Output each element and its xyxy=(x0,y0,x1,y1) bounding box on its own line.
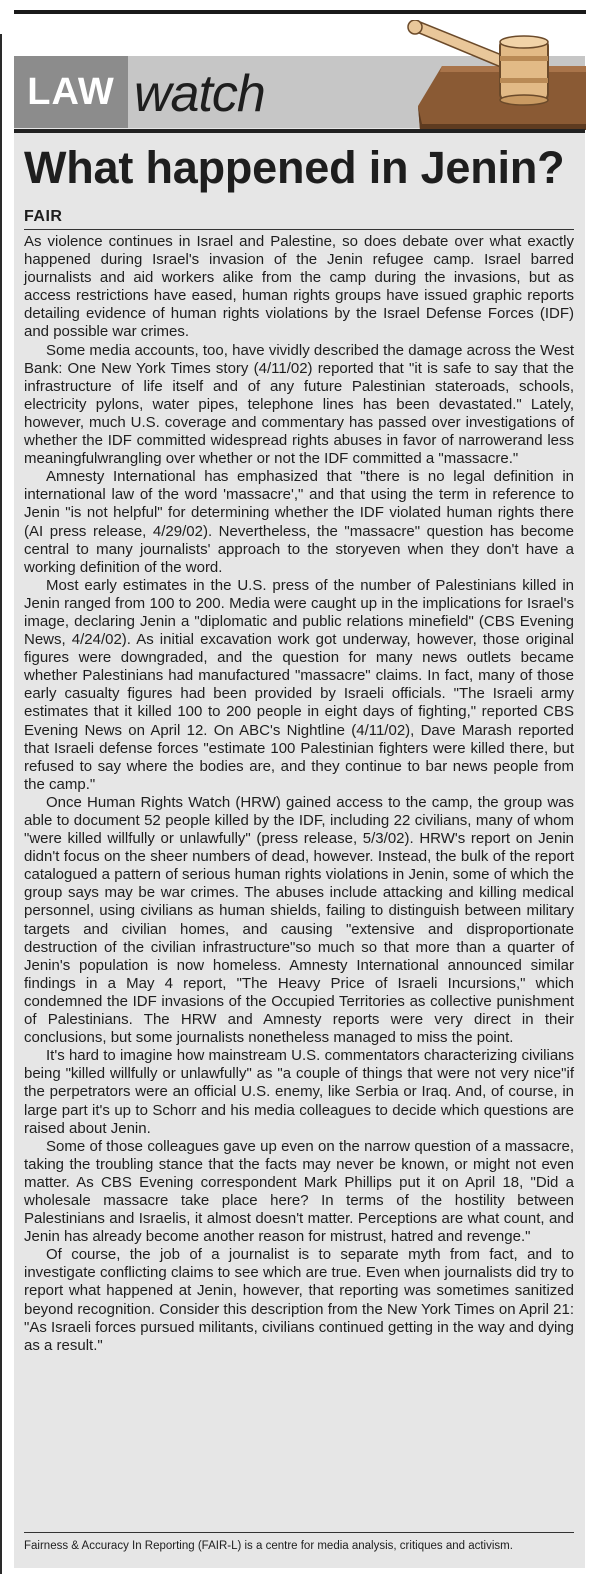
header-rule xyxy=(14,129,585,133)
byline-rule xyxy=(24,229,574,230)
paragraph-5: Once Human Rights Watch (HRW) gained access to the camp, the group was able to document 52 people killed by the IDF, including 22 civilians, many of whom "were killed willfully or unlawfully" (press release, 5/3/02). HRW's report on Jenin didn't focus on the sheer numbers of dead, however. Instead, the bulk of the report catalogued a pattern of serious human rights violations in Jenin, some of which the group says may be war crimes. The abuses include attacking and killing medical personnel, using civilians as human shields, failing to distinguish between military targets and civilian homes, and causing "extensive and disproportionate destruction of the civilian infrastructure"so much so that more than a quarter of Jenin's population is now homeless. Amnesty International announced similar findings in a May 4 report, "The Heavy Price of Israeli Incursions," which condemned the IDF invasions of the Occupied Territories as collective punishment of Palestinians. The HRW and Amnesty reports were very direct in their conclusions, but some journalists nonetheless managed to miss the point. xyxy=(24,793,574,1047)
gavel-icon xyxy=(406,20,586,132)
paragraph-6: It's hard to imagine how mainstream U.S. commentators characterizing civilians being "killed willfully or unlawfully" as "a couple of things that were not very nice"if the perpetrators were an official U.S. enemy, like Serbia or Iraq. And, of course, in large part it's up to Schorr and his media colleagues to decide which questions are raised about Jenin. xyxy=(24,1047,574,1137)
article-body xyxy=(24,233,574,1355)
footer-rule xyxy=(24,1532,574,1533)
paragraph-2: Some media accounts, too, have vividly described the damage across the West Bank: One New York Times story (4/11/02) reported that "it is safe to say that the infrastructure of life itself and of any future Palestinian stateroads, schools, electricity pylons, water pipes, telephone lines has been devastated." Lately, however, much U.S. coverage and commentary has passed over investigations of whether the IDF committed widespread rights abuses in favor of narrowerand less meaningfulwrangling over whether or not the IDF committed a "massacre." xyxy=(24,341,574,468)
article-title: What happened in Jenin? xyxy=(24,142,565,193)
paragraph-3: Amnesty International has emphasized that "there is no legal definition in international law of the word 'massacre'," and that using the term in reference to Jenin "is not helpful" for determining whether the IDF violated human rights there (AI press release, 4/29/02). Nevertheless, the "massacre" question has become central to many journalists' approach to the storyeven when they don't have a working definition of the word. xyxy=(24,468,574,576)
top-rule xyxy=(14,10,586,14)
paragraph-7: Some of those colleagues gave up even on the narrow question of a massacre, taking the troubling stance that the facts may never be known, or might not even matter. As CBS Evening correspondent Mark Phillips put it on April 18, "Did a wholesale massacre take place here? In terms of the hostility between Palestinians and Israelis, it almost doesn't matter. Perceptions are what count, and Jenin has already become another reason for mistrust, hatred and revenge." xyxy=(24,1137,574,1246)
watch-label: watch xyxy=(134,65,265,123)
paragraph-8: Of course, the job of a journalist is to separate myth from fact, and to investigate conflicting claims to see which are true. Even when journalists did try to report what happened at Jenin, however, that reporting was sometimes sanitized beyond recognition. Consider this description from the New York Times on April 21: "As Israeli forces pursued militants, civilians continued getting in the way and dying as a result." xyxy=(24,1246,574,1354)
left-rule xyxy=(0,34,2,1574)
article-footer: Fairness & Accuracy In Reporting (FAIR-L) is a centre for media analysis, critiques and activism. xyxy=(24,1540,513,1552)
law-label: LAW xyxy=(14,56,128,128)
article-byline: FAIR xyxy=(24,208,63,225)
paragraph-1: As violence continues in Israel and Palestine, so does debate over what exactly happened during Israel's invasion of the Jenin refugee camp. Israel barred journalists and aid workers alike from the camp during the invasions, but as access restrictions have eased, human rights groups have issued graphic reports detailing evidence of human rights violations by the Israel Defense Forces (IDF) and possible war crimes. xyxy=(24,233,574,341)
paragraph-4: Most early estimates in the U.S. press of the number of Palestinians killed in Jenin ranged from 100 to 200. Media were caught up in the implications for Israel's image, declaring Jenin a "diplomatic and public relations minefield" (CBS Evening News, 4/24/02). As initial excavation work got underway, however, those original figures were downgraded, and the question for many news outlets became whether Palestinians had manufactured "massacre" claims. In fact, many of those early casualty figures had been provided by Israeli officials. "The Israeli army estimates that it killed 100 to 200 people in eight days of fighting," reported CBS Evening News on April 12. On ABC's Nightline (4/11/02), Dave Marash reported that Israeli defense forces "estimate 100 Palestinian fighters were killed there, but refused to say where the bodies are, and they continue to bar news people from the camp." xyxy=(24,576,574,793)
